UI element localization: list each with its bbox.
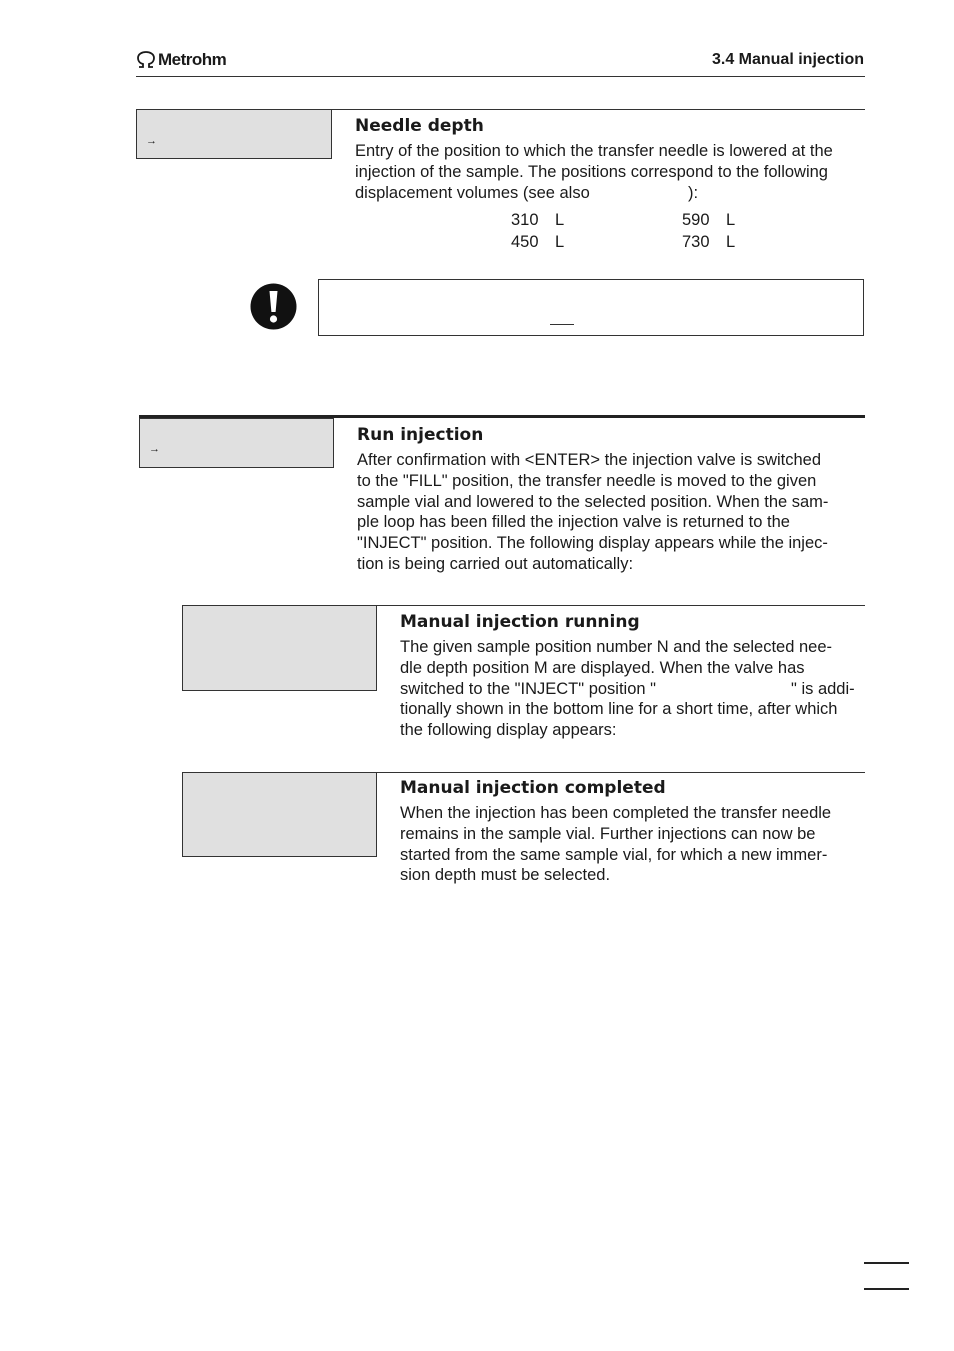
header-rule — [136, 76, 865, 77]
run-injection-arrow: → — [149, 443, 160, 455]
metrohm-omega-icon — [136, 51, 156, 69]
footer-rule-bottom — [864, 1288, 909, 1290]
warning-icon — [250, 283, 297, 330]
run-injection-key-box — [139, 418, 334, 468]
logo-text: Metrohm — [158, 50, 227, 69]
needle-depth-heading: Needle depth — [355, 116, 484, 136]
metrohm-logo — [136, 50, 226, 70]
warning-underline — [550, 324, 574, 325]
needle-depth-key-box — [136, 109, 332, 159]
completed-display-box — [182, 772, 377, 857]
volume-2: 590 L — [682, 211, 736, 229]
volume-1: 310 L — [511, 211, 565, 229]
running-heading: Manual injection running — [400, 612, 640, 632]
running-display-box — [182, 605, 377, 691]
run-injection-text: After confirmation with <ENTER> the injection valve is switched to the "FILL" position, the transfer needle is moved to the given sample vial and lowered to the selected position. When the sam- ple loop has been filled the injection valve is returned to the "INJECT" position. The following display appears while the injec- tion is being carried out automatically: — [357, 451, 829, 573]
footer-rule-top — [864, 1262, 909, 1264]
running-rule — [377, 605, 865, 606]
needle-depth-rule — [332, 109, 865, 110]
needle-depth-text: Entry of the position to which the transfer needle is lowered at the injection of the sample. The positions correspond to the following displacement volumes (see also ): — [355, 142, 833, 202]
warning-box — [318, 279, 864, 336]
volume-4: 730 L — [682, 233, 736, 251]
completed-rule — [377, 772, 865, 773]
section-title: 3.4 Manual injection — [711, 51, 864, 68]
volume-3: 450 L — [511, 233, 565, 251]
running-text: The given sample position number N and the selected nee- dle depth position M are displayed. When the valve has switched to the "INJECT" position " " is addi- tionally shown in the bottom line for a short time, after which the following display appears: — [400, 638, 855, 740]
completed-heading: Manual injection completed — [400, 778, 666, 798]
run-injection-heading: Run injection — [357, 425, 484, 445]
needle-depth-arrow: → — [146, 135, 157, 147]
completed-text: When the injection has been completed the transfer needle remains in the sample vial. Further injections can now be started from the same sample vial, for which a new immer- sion depth must be selected. — [400, 804, 832, 885]
